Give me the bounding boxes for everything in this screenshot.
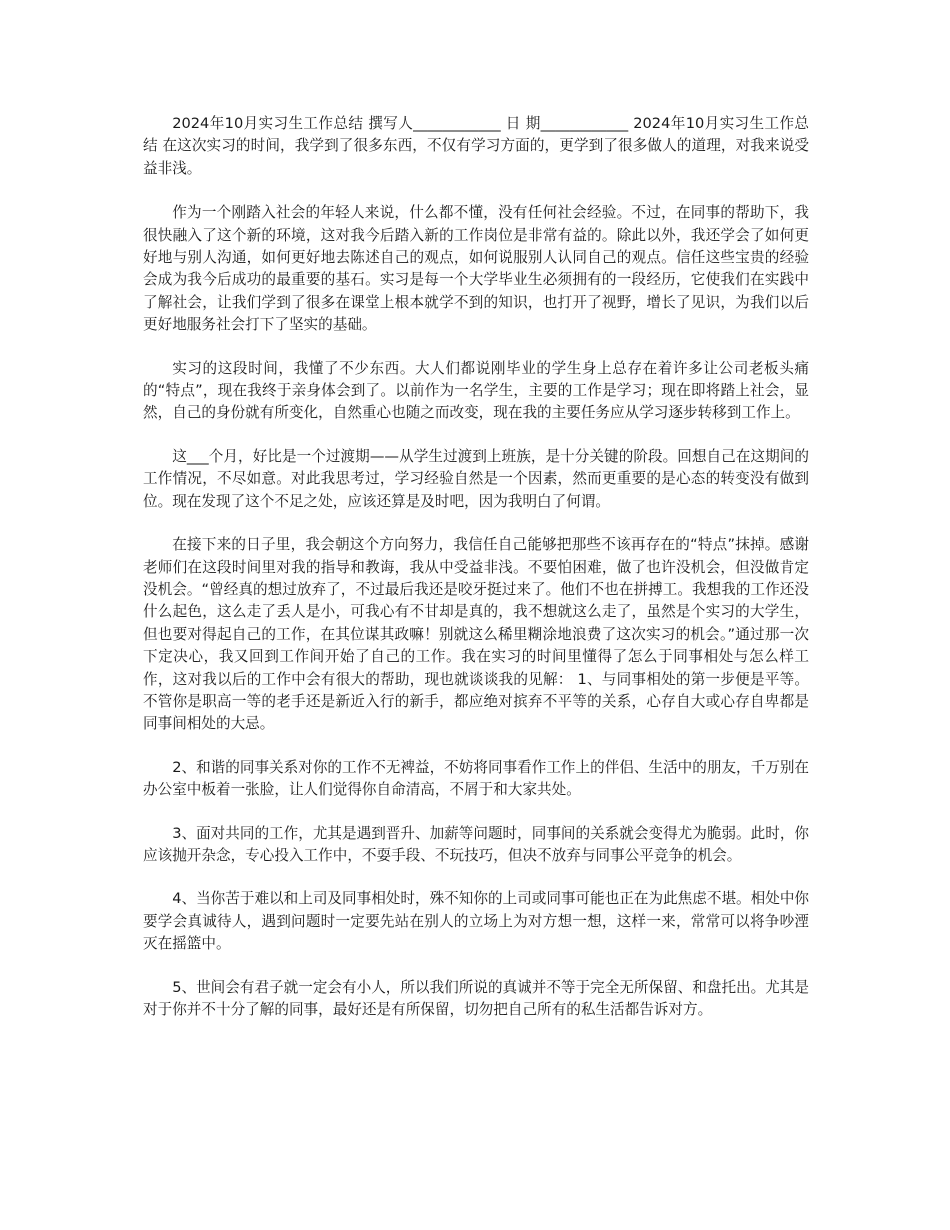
document-paragraph: 2、和谐的同事关系对你的工作不无裨益，不妨将同事看作工作上的伴侣、生活中的朋友，千万别在办公室中板着一张脸，让人们觉得你自命清高，不屑于和大家共处。 <box>143 758 810 799</box>
document-paragraph: 实习的这段时间，我懂了不少东西。大人们都说刚毕业的学生身上总存在着许多让公司老板头痛的“特点”，现在我终于亲身体会到了。以前作为一名学生，主要的工作是学习；现在即将踏上社会，显然，自己的身份就有所变化，自然重心也随之而改变，现在我的主要任务应从学习逐步转移到工作上。 <box>143 359 809 422</box>
document-paragraph: 作为一个刚踏入社会的年轻人来说，什么都不懂，没有任何社会经验。不过，在同事的帮助下，我很快融入了这个新的环境，这对我今后踏入新的工作岗位是非常有益的。除此以外，我还学会了如何更好地与别人沟通，如何更好地去陈述自己的观点，如何说服别人认同自己的观点。信任这些宝贵的经验会成为我今后成功的最重要的基石。实习是每一个大学毕业生必须拥有的一段经历，它使我们在实践中了解社会，让我们学到了很多在课堂上根本就学不到的知识，也打开了视野，增长了见识，为我们以后更好地服务社会打下了坚实的基础。 <box>143 204 809 334</box>
document-paragraph-intro: 2024年10月实习生工作总结 撰写人____________ 日 期____________ 2024年10月实习生工作总结 在这次实习的时间，我学到了很多东西，不仅有学习方面的，更学到了很多做人的道理，对我来说受益非浅。 <box>143 115 809 177</box>
document-paragraph: 在接下来的日子里，我会朝这个方向努力，我信任自己能够把那些不该再存在的“特点”抹掉。感谢老师们在这段时间里对我的指导和教诲，我从中受益非浅。不要怕困难，做了也许没机会，但没做肯定没机会。“曾经真的想过放弃了，不过最后我还是咬牙挺过来了。他们不也在拼搏工。我想我的工作还没什么起色，这么走了丢人是小，可我心有不甘却是真的，我不想就这么走了，虽然是个实习的大学生，但也要对得起自己的工作，在其位谋其政嘛！别就这么稀里糊涂地浪费了这次实习的机会。”通过那一次下定决心，我又回到工作间开始了自己的工作。我在实习的时间里懂得了怎么于同事相处与怎么样工作，这对我以后的工作中会有很大的帮助，现也就谈谈我的见解： 1、与同事相处的第一步便是平等。不管你是职高一等的老手还是新近入行的新手，都应绝对摈弃不平等的关系，心存自大或心存自卑都是同事间相处的大忌。 <box>143 536 809 733</box>
document-paragraph: 这___个月，好比是一个过渡期——从学生过渡到上班族，是十分关键的阶段。回想自己在这期间的工作情况，不尽如意。对此我思考过，学习经验自然是一个因素，然而更重要的是心态的转变没有做到位。现在发现了这个不足之处，应该还算是及时吧，因为我明白了何谓。 <box>143 447 809 510</box>
document-paragraph: 3、面对共同的工作，尤其是遇到晋升、加薪等问题时，同事间的关系就会变得尤为脆弱。此时，你应该抛开杂念，专心投入工作中，不耍手段、不玩技巧，但决不放弃与同事公平竞争的机会。 <box>143 824 810 864</box>
document-paragraph: 4、当你苦于难以和上司及同事相处时，殊不知你的上司或同事可能也正在为此焦虑不堪。相处中你要学会真诚待人，遇到问题时一定要先站在别人的立场上为对方想一想，这样一来，常常可以将争吵湮灭在摇篮中。 <box>143 890 810 953</box>
document-body <box>143 113 809 1042</box>
document-paragraph: 5、世间会有君子就一定会有小人，所以我们所说的真诚并不等于完全无所保留、和盘托出。尤其是对于你并不十分了解的同事，最好还是有所保留，切勿把自己所有的私生活都告诉对方。 <box>143 978 810 1018</box>
